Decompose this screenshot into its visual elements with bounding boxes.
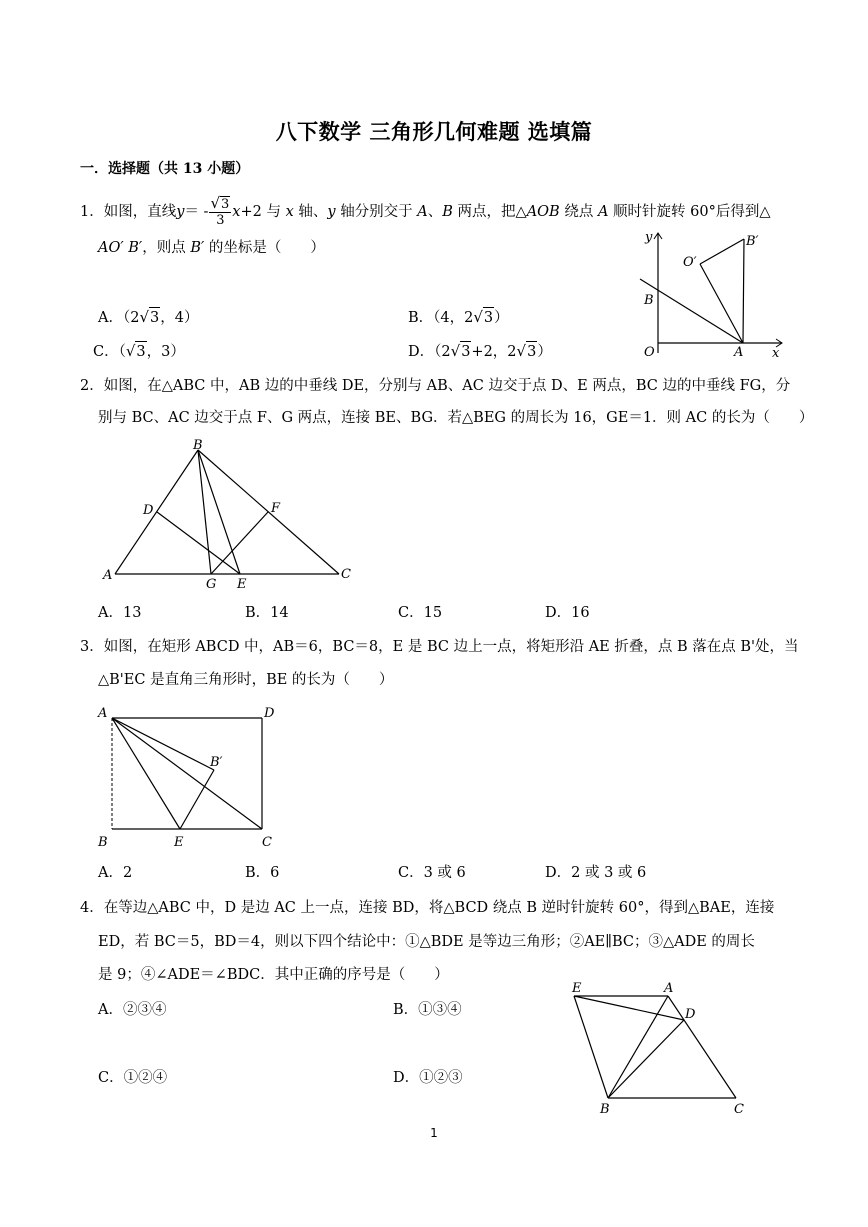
q2-option-a[interactable]: A．13 bbox=[98, 605, 142, 621]
q2-option-d[interactable]: D．16 bbox=[545, 605, 590, 621]
q1-option-b[interactable]: B．（4，2√3） bbox=[408, 308, 509, 326]
q1-fig-label-Op: O′ bbox=[683, 255, 697, 270]
q4-line1: 4．在等边△ABC 中，D 是边 AC 上一点，连接 BD，将△BCD 绕点 B 逆时针旋转 60°，得到△BAE，连接 bbox=[80, 900, 775, 916]
q1-line-AB bbox=[640, 279, 743, 343]
q1-text: 两点，把△ bbox=[457, 204, 527, 220]
q2-option-b[interactable]: B．14 bbox=[245, 605, 289, 621]
q1-number: 1． bbox=[80, 204, 104, 220]
q2-figure bbox=[95, 436, 375, 596]
page-number: 1 bbox=[430, 1126, 438, 1140]
option-text: （2 bbox=[434, 344, 451, 360]
option-text: +2，2 bbox=[471, 344, 517, 360]
q1-point-Bp: B′ bbox=[190, 240, 205, 256]
q4-fig-label-C: C bbox=[734, 1102, 744, 1117]
q4-line2: ED，若 BC＝5，BD＝4，则以下四个结论中：①△BDE 是等边三角形；②AE∥BC；③△ADE 的周长 bbox=[98, 934, 755, 950]
q4-line3: 是 9；④∠ADE＝∠BDC．其中正确的序号是（ ） bbox=[98, 967, 449, 983]
q4-figure bbox=[560, 975, 760, 1120]
q2-line2: 别与 BC、AC 边交于点 F、G 两点，连接 BE、BG．若△BEG 的周长为 16，GE＝1．则 AC 的长为（ ） bbox=[98, 410, 814, 426]
q1-figure bbox=[630, 225, 790, 365]
option-text: ，3） bbox=[146, 344, 185, 360]
q3-option-b[interactable]: B．6 bbox=[245, 865, 280, 881]
q3-fig-label-B: B bbox=[98, 835, 108, 850]
q4-segment-BD bbox=[608, 1020, 684, 1098]
option-label: C． bbox=[93, 344, 119, 360]
q2-segment-FG bbox=[211, 512, 268, 574]
q1-var-x: x bbox=[232, 204, 241, 220]
q4-fig-label-A: A bbox=[664, 981, 674, 996]
q1-var-y: y bbox=[176, 204, 185, 220]
q2-fig-label-F: F bbox=[271, 501, 281, 516]
q1-text: 顺时针旋转 60°后得到△ bbox=[613, 204, 771, 220]
q1-option-c[interactable]: C．（√3，3） bbox=[93, 342, 185, 360]
q2-fig-label-C: C bbox=[341, 567, 351, 582]
q4-option-d[interactable]: D．①②③ bbox=[393, 1070, 463, 1086]
q1-fig-label-y: y bbox=[645, 230, 653, 245]
q4-fig-label-D: D bbox=[685, 1007, 696, 1022]
q2-option-c[interactable]: C．15 bbox=[398, 605, 443, 621]
q3-option-c[interactable]: C．3 或 6 bbox=[398, 865, 466, 881]
q4-fig-label-B: B bbox=[600, 1102, 610, 1117]
option-radicand: 3 bbox=[483, 307, 494, 328]
q1-triangle-AOB-prime: AO′ B′ bbox=[98, 240, 143, 256]
q1-text: 轴分别交于 bbox=[340, 204, 413, 220]
q1-text: ，则点 bbox=[142, 240, 186, 256]
q4-segment-ED bbox=[574, 996, 684, 1020]
q1-var-y: y bbox=[327, 204, 336, 220]
q3-line2: △B'EC 是直角三角形时，BE 的长为（ ） bbox=[98, 672, 394, 688]
q3-fig-label-D: D bbox=[264, 706, 275, 721]
option-label: B． bbox=[408, 310, 434, 326]
q3-line1: 3．如图，在矩形 ABCD 中，AB＝6，BC＝8，E 是 BC 边上一点，将矩形沿 AE 折叠，点 B 落在点 B'处，当 bbox=[80, 639, 799, 655]
q1-frac-num: 3 bbox=[221, 197, 230, 212]
page-title: 八下数学 三角形几何难题 选填篇 bbox=[275, 120, 593, 144]
q1-point-A: A bbox=[417, 204, 428, 220]
q2-fig-label-E: E bbox=[237, 577, 247, 592]
section-heading: 一．选择题（共 13 小题） bbox=[80, 161, 250, 177]
q3-option-d[interactable]: D．2 或 3 或 6 bbox=[545, 865, 647, 881]
option-radicand: 3 bbox=[149, 307, 160, 328]
q1-point-A: A bbox=[597, 204, 609, 220]
option-label: A． bbox=[98, 310, 123, 326]
q2-fig-label-A: A bbox=[103, 568, 113, 583]
q4-option-c[interactable]: C．①②④ bbox=[98, 1070, 168, 1086]
q3-segment-BpE bbox=[180, 770, 214, 829]
q3-fig-label-C: C bbox=[262, 835, 272, 850]
q1-sep: 、 bbox=[427, 204, 443, 220]
option-text: （4，2 bbox=[433, 310, 474, 326]
option-text: ） bbox=[537, 344, 552, 360]
q3-fig-label-A: A bbox=[98, 706, 108, 721]
q1-line1 bbox=[80, 196, 771, 228]
q1-point-B: B bbox=[442, 204, 453, 220]
q1-text: 绕点 bbox=[564, 204, 594, 220]
option-radicand: 3 bbox=[460, 341, 471, 362]
option-text: （2 bbox=[122, 310, 140, 326]
q1-text: +2 与 bbox=[240, 204, 281, 220]
option-text: ，4） bbox=[160, 310, 199, 326]
q4-option-b[interactable]: B．①③④ bbox=[393, 1002, 462, 1018]
q2-fig-label-B: B bbox=[193, 438, 203, 453]
q3-option-a[interactable]: A．2 bbox=[98, 865, 133, 881]
option-label: D． bbox=[408, 344, 435, 360]
q1-option-a[interactable]: A．（2√3，4） bbox=[98, 308, 199, 326]
option-radicand: 3 bbox=[526, 341, 537, 362]
q4-side-AB bbox=[608, 996, 668, 1098]
q2-segment-DE bbox=[157, 512, 240, 574]
q4-fig-label-E: E bbox=[572, 981, 582, 996]
q1-triangle-AOB: AOB bbox=[526, 204, 560, 220]
q1-option-d[interactable]: D．（2√3+2，2√3） bbox=[408, 342, 552, 360]
q1-eq: ＝ - bbox=[184, 204, 209, 220]
option-text: ） bbox=[494, 310, 509, 326]
q1-frac-den: 3 bbox=[216, 213, 225, 228]
q3-fig-label-Bp: B′ bbox=[210, 755, 223, 770]
q1-fig-label-B: B bbox=[644, 293, 654, 308]
q3-diagonal-AC bbox=[112, 718, 262, 829]
q1-text: 的坐标是（ ） bbox=[208, 240, 325, 256]
q1-segment-AOp bbox=[700, 264, 743, 343]
q2-fig-label-G: G bbox=[206, 577, 217, 592]
q1-line2 bbox=[98, 238, 325, 258]
q1-fig-label-x: x bbox=[772, 346, 780, 361]
q1-segment-BpA bbox=[743, 239, 744, 343]
q4-option-a[interactable]: A．②③④ bbox=[98, 1002, 167, 1018]
q1-fig-label-Bp: B′ bbox=[746, 234, 759, 249]
q4-side-AC bbox=[668, 996, 736, 1098]
q1-fraction: $\frac{√3}{3}$ bbox=[210, 194, 230, 228]
q1-text: 轴、 bbox=[298, 204, 328, 220]
q1-var-x: x bbox=[285, 204, 294, 220]
q3-segment-AE bbox=[112, 718, 180, 829]
option-text: （ bbox=[118, 344, 126, 360]
q1-text: 如图，直线 bbox=[103, 204, 177, 220]
q1-segment-OpBp bbox=[700, 239, 744, 264]
q2-line1: 2．如图，在△ABC 中，AB 边的中垂线 DE，分别与 AB、AC 边交于点 D、E 两点，BC 边的中垂线 FG，分 bbox=[80, 378, 791, 394]
q1-fig-label-A: A bbox=[734, 345, 744, 360]
option-radicand: 3 bbox=[135, 341, 146, 362]
q1-fig-label-O: O bbox=[644, 345, 655, 360]
q4-segment-EB bbox=[574, 996, 608, 1098]
q3-fig-label-E: E bbox=[174, 835, 184, 850]
q2-side-AB bbox=[115, 450, 198, 574]
q3-figure bbox=[92, 700, 292, 852]
q2-fig-label-D: D bbox=[143, 503, 154, 518]
